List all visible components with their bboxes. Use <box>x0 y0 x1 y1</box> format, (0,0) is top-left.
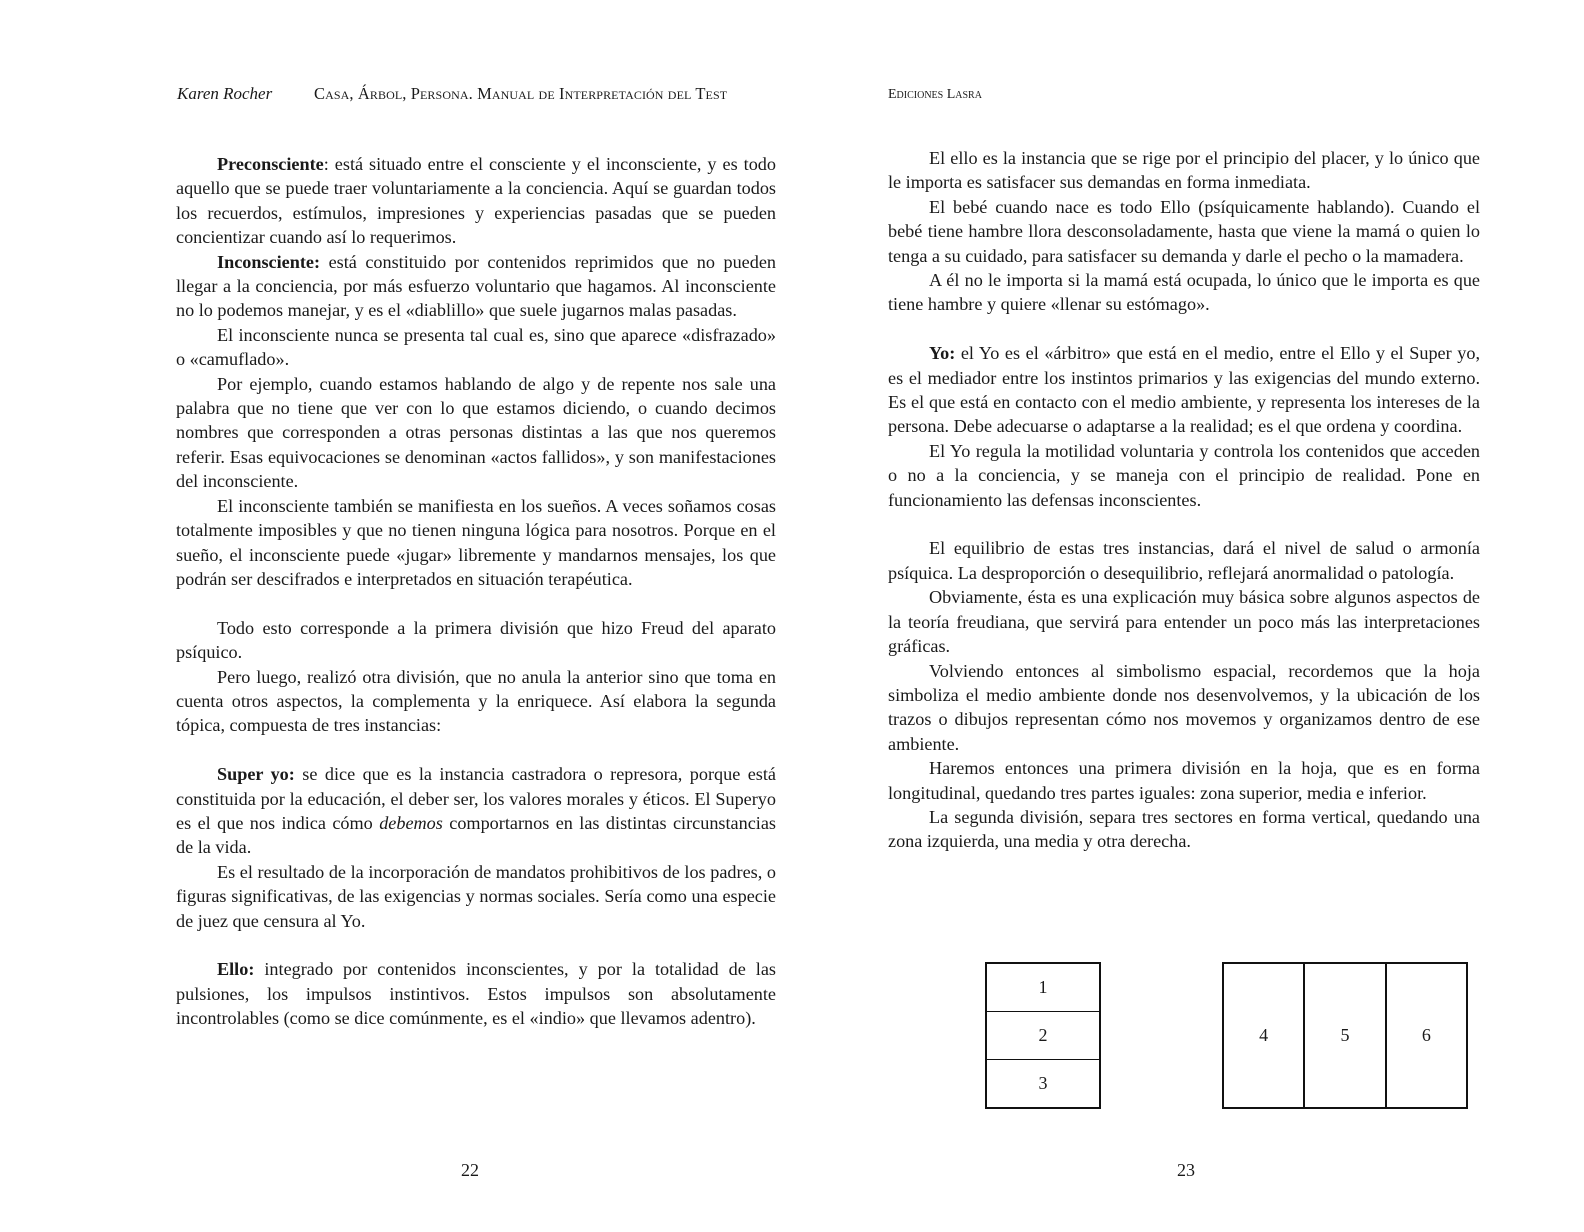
paragraph: Pero luego, realizó otra división, que no anula la anterior sino que toma en cuenta otros aspectos, la complementa y la enriquece. Así elabora la segunda tópica, compuesta de tres instancias: <box>176 666 776 736</box>
paragraph: El Yo regula la motilidad voluntaria y controla los contenidos que acceden o no a la conciencia, y se maneja con el principio de realidad. Pone en funcionamiento las defensas inconscientes. <box>888 440 1480 510</box>
right-page <box>792 0 1584 1232</box>
term-inconsciente: Inconsciente: <box>217 251 321 272</box>
paragraph: A él no le importa si la mamá está ocupada, lo único que le importa es que tiene hambre y quiere «llenar su estómago». <box>888 270 1480 315</box>
paragraph: El equilibrio de estas tres instancias, dará el nivel de salud o armonía psíquica. La desproporción o desequilibrio, reflejará anormalidad o patología. <box>888 538 1480 583</box>
paragraph-ello <box>176 957 776 1030</box>
publisher-name: Ediciones Lasra <box>888 87 982 102</box>
zone-derecha: 6 <box>1385 964 1466 1107</box>
paragraph-text: está situado entre el consciente y el inconsciente, y es todo aquello que se puede traer voluntariamente a la conciencia. Aquí se guardan todos los recuerdos, estímulos, impresiones y experiencias pasadas que se pueden concientizar cuando así lo requerimos. <box>176 154 776 248</box>
zone-media: 2 <box>987 1011 1099 1059</box>
author-name: Karen Rocher <box>177 84 273 103</box>
paragraph: Obviamente, ésta es una explicación muy básica sobre algunos aspectos de la teoría freudiana, que servirá para entender un poco más las interpretaciones gráficas. <box>888 587 1480 657</box>
paragraph: El ello es la instancia que se rige por el principio del placer, y lo único que le importa es satisfacer sus demandas en forma inmediata. <box>888 148 1480 193</box>
paragraph-super-yo <box>176 762 776 860</box>
paragraph: Todo esto corresponde a la primera división que hizo Freud del aparato psíquico. <box>176 617 776 663</box>
term-preconsciente: Preconsciente <box>217 154 324 174</box>
left-page-body <box>176 152 776 1031</box>
term-yo: Yo: <box>929 343 956 364</box>
paragraph-text: integrado por contenidos inconscientes, y por la totalidad de las pulsiones, los impulsos instintivos. Estos impulsos son absolutamente incontrolables (como se dice comúnmente, es el «indio» que llevamos adentro). <box>176 959 776 1029</box>
zone-superior: 1 <box>1038 977 1048 997</box>
paragraph: Por ejemplo, cuando estamos hablando de algo y de repente nos sale una palabra que no tiene que ver con lo que estamos diciendo, o cuando decimos nombres que corresponden a otras personas distintas a las que nos queremos referir. Esas equivocaciones se denominan «actos fallidos», y son manifestaciones del inconsciente. <box>176 373 776 492</box>
paragraph-text: comportarnos en las distintas circunstancias de la vida. <box>176 812 776 858</box>
paragraph-inconsciente <box>176 250 776 323</box>
emphasized-word: debemos <box>379 812 443 833</box>
page-number: 23 <box>1177 1160 1195 1180</box>
paragraph: Haremos entonces una primera división en la hoja, que es en forma longitudinal, quedando tres partes iguales: zona superior, media e inferior. <box>888 758 1480 803</box>
right-page-body <box>888 146 1480 854</box>
term-super-yo: Super yo: <box>217 764 295 785</box>
paragraph: Volviendo entonces al simbolismo espacial, recordemos que la hoja simboliza el medio ambiente donde nos desenvolvemos, y la ubicación de los trazos o dibujos representan cómo nos movemos y organizamos dentro de ese ambiente. <box>888 660 1480 754</box>
paragraph: La segunda división, separa tres sectores en forma vertical, quedando una zona izquierda, una media y otra derecha. <box>888 806 1480 852</box>
paragraph-text: está constituido por contenidos reprimidos que no pueden llegar a la conciencia, por más esfuerzo voluntario que hagamos. Al inconsciente no lo podemos manejar, y es el «diablillo» que suele jugarnos malas pasadas. <box>176 251 776 321</box>
paragraph-yo <box>888 341 1480 439</box>
vertical-division-diagram <box>1222 962 1468 1109</box>
paragraph-text: se dice que es la instancia castradora o represora, porque está constituida por la educación, el deber ser, los valores morales y éticos. El Superyo es el que nos indica cómo <box>176 764 776 833</box>
zone-izquierda: 4 <box>1259 1025 1269 1045</box>
paragraph: El bebé cuando nace es todo Ello (psíquicamente hablando). Cuando el bebé tiene hambre llora desconsoladamente, hasta que viene la mamá o quien lo tenga a su cuidado, para satisfacer su demanda y darle el pecho o la mamadera. <box>888 196 1480 266</box>
paragraph-preconsciente <box>176 152 776 250</box>
term-suffix: : <box>323 154 329 174</box>
paragraph: Es el resultado de la incorporación de mandatos prohibitivos de los padres, o figuras significativas, de las exigencias y normas sociales. Sería como una especie de juez que censura al Yo. <box>176 861 776 931</box>
paragraph: El inconsciente nunca se presenta tal cual es, sino que aparece «disfrazado» o «camuflado». <box>176 324 776 370</box>
term-ello: Ello: <box>217 959 255 980</box>
page-number: 22 <box>461 1160 479 1180</box>
horizontal-division-diagram <box>985 962 1101 1109</box>
paragraph-text: el Yo es el «árbitro» que está en el medio, entre el Ello y el Super yo, es el mediador entre los instintos primarios y las exigencias del mundo externo. Es el que está en contacto con el medio ambiente, y representa los intereses de la persona. Debe adecuarse o adaptarse a la realidad; es el que ordena y coordina. <box>888 343 1480 437</box>
book-title: Casa, Árbol, Persona. Manual de Interpretación del Test <box>314 84 728 103</box>
zone-inferior: 3 <box>987 1059 1099 1107</box>
paragraph: El inconsciente también se manifiesta en los sueños. A veces soñamos cosas totalmente imposibles y que no tienen ninguna lógica para nosotros. Porque en el sueño, el inconsciente puede «jugar» libremente y mandarnos mensajes, los que podrán ser descifrados e interpretados en situación terapéutica. <box>176 495 776 589</box>
zone-media-vertical: 5 <box>1303 964 1384 1107</box>
